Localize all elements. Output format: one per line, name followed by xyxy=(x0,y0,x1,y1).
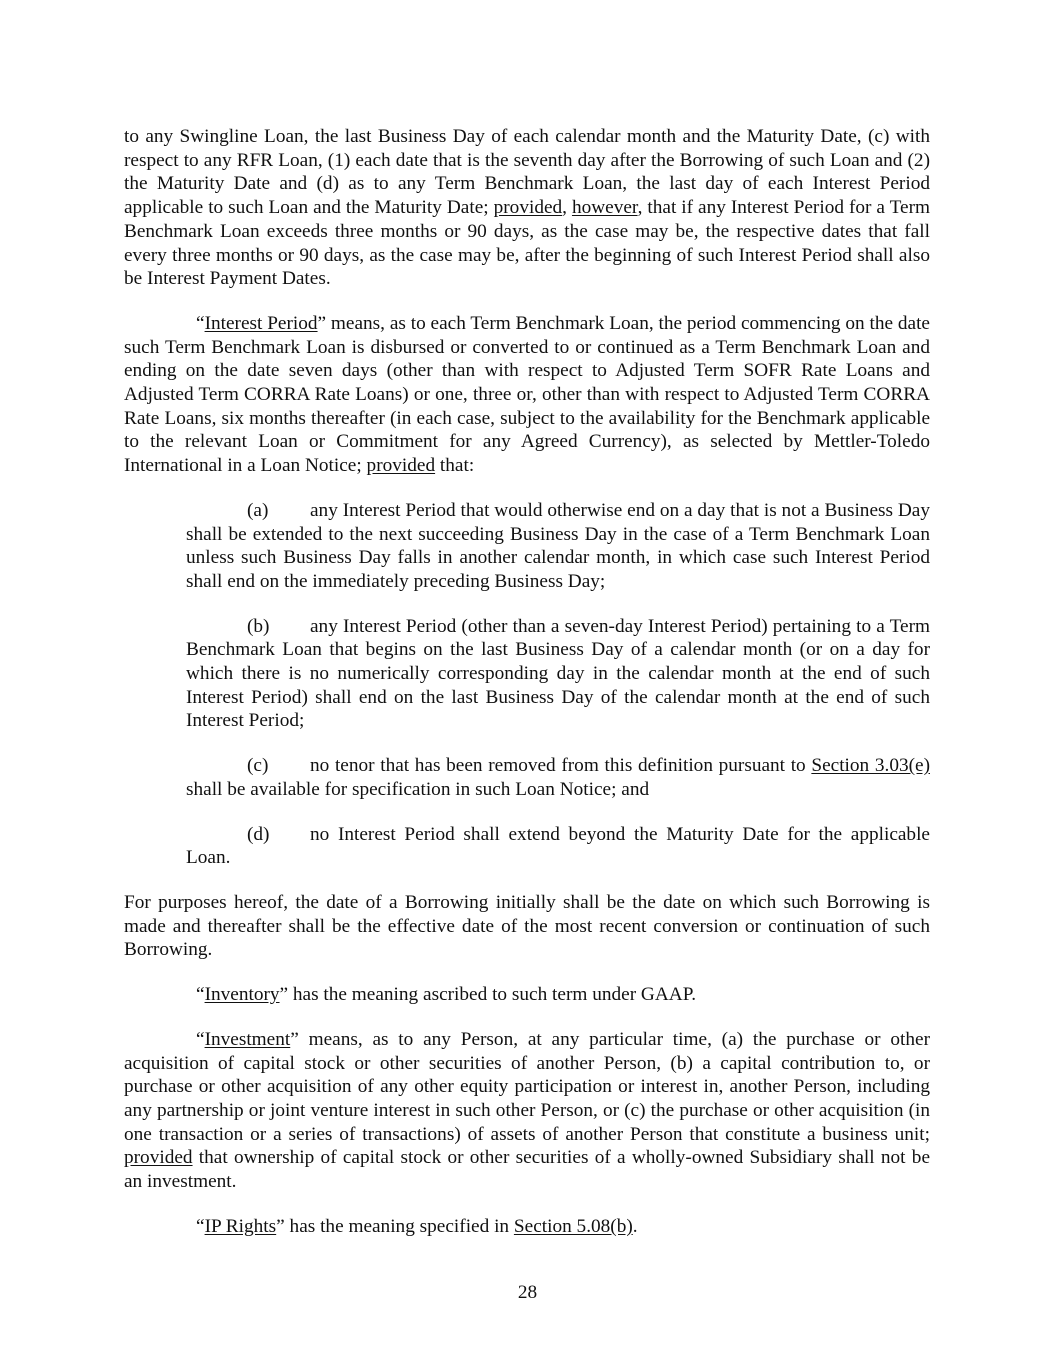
provided-term: provided xyxy=(493,197,563,219)
page-number: 28 xyxy=(517,1282,538,1303)
clause-b xyxy=(186,615,930,734)
however-term: however xyxy=(571,197,638,219)
text-span: , xyxy=(562,197,572,219)
clause-text: shall be available for specification in such Loan Notice; and xyxy=(186,778,650,800)
document-page xyxy=(124,125,930,1259)
text-span: that: xyxy=(435,455,475,477)
clause-text: no tenor that has been removed from this definition pursuant to xyxy=(310,755,812,777)
clause-d xyxy=(186,823,930,870)
definition-body: ” means, as to any Person, at any particular time, (a) the purchase or other acquisition of capital stock or other securities of another Person, (b) a capital contribution to, or purchase or other acquisition of any other equity participation or interest in, another Person, including any partnership or joint venture interest in such other Person, or (c) the purchase or other acquisition (in one transaction or a series of transactions) of assets of another Person that constitute a business unit; xyxy=(124,1028,930,1145)
clause-text: any Interest Period that would otherwise end on a day that is not a Business Day shall be extended to the next succeeding Business Day in the case of a Term Benchmark Loan unless such Business Day falls in another calendar month, in which case such Interest Period shall end on the immediately preceding Business Day; xyxy=(186,499,930,592)
clause-a xyxy=(186,499,930,594)
section-reference-link: Section 3.03(e) xyxy=(811,755,930,777)
clause-text: no Interest Period shall extend beyond the Maturity Date for the applicable Loan. xyxy=(186,823,930,869)
open-quote: “ xyxy=(196,312,205,334)
interest-payment-date-continuation xyxy=(124,125,930,291)
clause-c xyxy=(186,754,930,801)
borrowing-date-note: For purposes hereof, the date of a Borrowing initially shall be the date on which such Borrowing is made and thereafter shall be the effective date of the most recent conversion or continuation of such Borrowing. xyxy=(124,891,930,961)
provided-term: provided xyxy=(366,455,436,477)
definition-body: ” has the meaning ascribed to such term under GAAP. xyxy=(279,984,697,1006)
open-quote: “ xyxy=(196,1215,205,1237)
investment-definition xyxy=(124,1028,930,1194)
interest-period-definition xyxy=(124,312,930,478)
clause-label: (c) xyxy=(247,755,269,777)
defined-term-interest-period: Interest Period xyxy=(204,312,318,334)
open-quote: “ xyxy=(196,984,205,1006)
inventory-definition xyxy=(124,983,930,1007)
provided-term: provided xyxy=(124,1147,193,1169)
defined-term-inventory: Inventory xyxy=(204,984,280,1006)
clause-label: (b) xyxy=(247,615,270,637)
clause-text: any Interest Period (other than a seven-day Interest Period) pertaining to a Term Benchmark Loan that begins on the last Business Day of a calendar month (or on a day for which there is no numerically corresponding day in the calendar month at the end of such Interest Period) shall end on the last Business Day of the calendar month at the end of such Interest Period; xyxy=(186,615,930,732)
open-quote: “ xyxy=(196,1028,205,1050)
definition-body: ” has the meaning specified in xyxy=(276,1215,514,1237)
ip-rights-definition xyxy=(124,1215,930,1239)
text-span: , that if any Interest Period for a Term Benchmark Loan exceeds three months or 90 days, as the case may be, the respective dates that fall every three months or 90 days, as the case may be, after the beginning of such Interest Period shall also be Interest Payment Dates. xyxy=(124,197,931,290)
section-reference-link: Section 5.08(b) xyxy=(513,1215,633,1237)
defined-term-ip-rights: IP Rights xyxy=(204,1215,277,1237)
text-span: . xyxy=(632,1215,638,1237)
clause-label: (d) xyxy=(247,823,270,845)
text-span: to any Swingline Loan, the last Business Day of each calendar month and the Maturity Date, (c) with respect to any RFR Loan, (1) each date that is the seventh day after the Borrowing of such Loan and (2) the Maturity Date and (d) as to any Term Benchmark Loan, the last day of each Interest Period applicable to such Loan and the Maturity Date; xyxy=(124,126,930,219)
defined-term-investment: Investment xyxy=(204,1028,291,1050)
clause-label: (a) xyxy=(247,499,269,521)
definition-body: ” means, as to each Term Benchmark Loan, the period commencing on the date such Term Benchmark Loan is disbursed or converted to or continued as a Term Benchmark Loan and ending on the date seven days (other than with respect to Adjusted Term SOFR Rate Loans and Adjusted Term CORRA Rate Loans) or one, three or, other than with respect to Adjusted Term CORRA Rate Loans, six months thereafter (in each case, subject to the availability for the Benchmark applicable to the relevant Loan or Commitment for any Agreed Currency), as selected by Mettler-Toledo International in a Loan Notice; xyxy=(124,312,930,477)
text-span: that ownership of capital stock or other securities of a wholly-owned Subsidiary shall not be an investment. xyxy=(124,1147,930,1193)
